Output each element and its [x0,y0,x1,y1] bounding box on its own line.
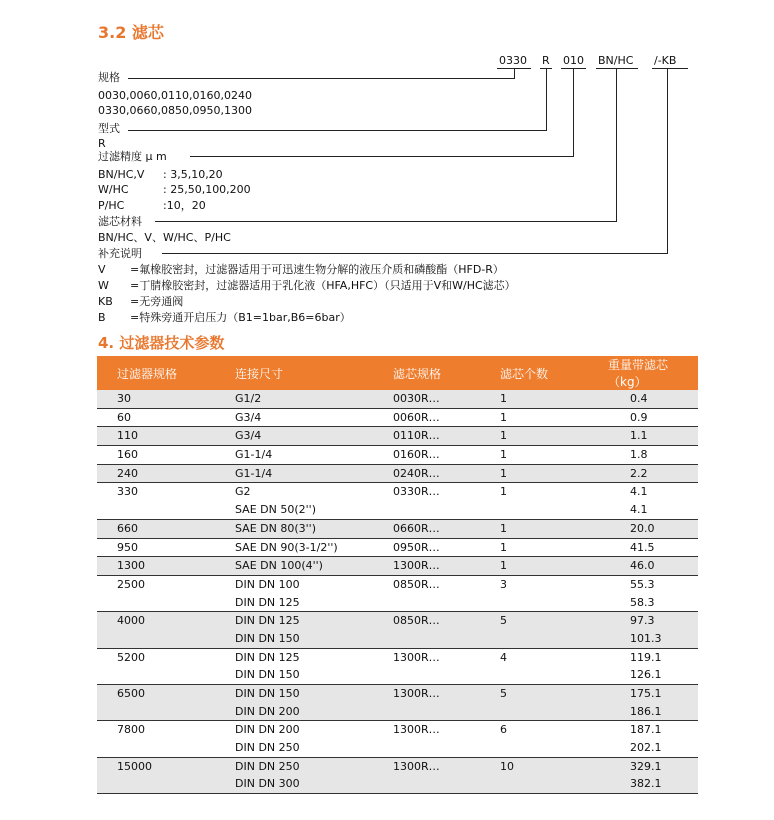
cell-element-count: 1 [500,557,608,576]
cell-connection: DIN DN 125 [235,650,300,664]
cell-element-count [500,666,608,684]
cell-element-spec: 0060R… [393,408,500,427]
table-row [97,519,698,538]
cell-connection: DIN DN 125 [235,614,300,628]
cell-filter-size [97,594,235,612]
cell-filter-size: 660 [97,519,235,538]
cell-element-spec: 1300R… [393,650,440,664]
table-row [97,501,698,519]
table-body [97,390,698,794]
connector [190,156,574,157]
table-row [97,594,698,612]
connector [128,130,547,131]
precision-value: : 3,5,10,20 [163,168,223,181]
supplement-key: V [98,263,106,276]
cell-weight: 202.1 [608,739,698,757]
cell-connection: SAE DN 90(3-1/2'') [235,538,393,557]
cell-filter-size: 240 [97,464,235,483]
cell-connection: G3/4 [235,427,393,446]
table-row [97,666,698,684]
cell-filter-size: 1300 [97,557,235,576]
cell-weight: 329.1 [630,759,662,773]
cell-element-count: 1 [500,427,608,446]
header-connection: 连接尺寸 [235,356,393,390]
cell-weight: 0.4 [608,390,698,408]
table-row [97,685,698,703]
type-label: 型式 [98,122,120,135]
cell-weight: 55.3 [630,577,655,591]
supplement-value: =特殊旁通开启压力（B1=1bar,B6=6bar） [130,311,351,324]
table-row [97,427,698,446]
table-header-row [97,356,698,390]
cell-weight: 187.1 [630,723,662,737]
cell-element-count [500,501,608,519]
cell-connection: DIN DN 300 [235,775,393,793]
precision-key: P/HC [98,199,125,212]
table-row [97,630,698,648]
cell-weight: 175.1 [630,687,662,700]
precision-value: :10，20 [163,199,206,212]
table-row [97,739,698,757]
cell-element-count: 1 [500,408,608,427]
precision-value: : 25,50,100,200 [163,183,251,196]
cell-weight: 126.1 [608,666,698,684]
cell-filter-size [97,666,235,684]
table-row [97,703,698,721]
cell-weight: 1.8 [608,446,698,465]
code-underline [652,68,688,69]
cell-connection: G1/2 [235,390,393,408]
cell-element-count: 3 [500,577,507,591]
cell-element-spec: 0160R… [393,446,500,465]
code-underline [596,68,638,69]
cell-weight: 41.5 [608,538,698,557]
cell-element-spec: 0240R… [393,464,500,483]
spec-values: 0330,0660,0850,0950,1300 [98,104,252,117]
cell-weight: 2.2 [608,464,698,483]
cell-element-spec: 0950R… [393,538,500,557]
cell-element-count: 1 [500,464,608,483]
cell-connection: DIN DN 200 [235,703,393,721]
cell-weight: 58.3 [608,594,698,612]
header-weight: 重量带滤芯（kg） [608,356,698,390]
cell-element-spec: 0110R… [393,427,500,446]
cell-element-spec [393,594,500,612]
cell-connection: DIN DN 250 [235,759,300,773]
cell-element-spec: 0850R… [393,614,440,628]
table-row [97,612,698,630]
cell-weight: 4.1 [630,485,648,499]
cell-element-count [500,594,608,612]
cell-element-spec [393,739,500,757]
supplement-key: KB [98,295,113,308]
cell-connection: DIN DN 150 [235,666,393,684]
supplement-key: W [98,279,109,292]
cell-element-count [500,739,608,757]
cell-element-spec [393,501,500,519]
cell-connection: DIN DN 125 [235,594,393,612]
supplement-value: =无旁通阀 [130,295,184,308]
cell-filter-size: 2500 [117,577,145,591]
cell-weight: 4.1 [608,501,698,519]
cell-weight: 1.1 [608,427,698,446]
cell-connection: SAE DN 80(3'') [235,519,393,538]
spec-values: 0030,0060,0110,0160,0240 [98,89,252,102]
cell-filter-size [97,775,235,793]
cell-weight: 186.1 [608,703,698,721]
precision-key: W/HC [98,183,129,196]
cell-filter-size: 30 [97,390,235,408]
table-row [97,390,698,408]
cell-connection: G1-1/4 [235,464,393,483]
code-material: BN/HC [598,54,634,67]
cell-weight: 20.0 [608,519,698,538]
cell-filter-size: 15000 [117,759,152,773]
material-label: 滤芯材料 [98,215,142,228]
table-row [97,538,698,557]
cell-connection: DIN DN 100 [235,577,300,591]
cell-filter-size: 110 [97,427,235,446]
cell-element-spec [393,666,500,684]
cell-element-spec: 1300R… [393,723,440,737]
cell-element-count: 10 [500,759,514,773]
code-precision: 010 [563,54,584,67]
cell-element-spec: 1300R… [393,557,500,576]
connector [616,69,617,222]
spec-label: 规格 [98,71,120,84]
cell-filter-size [97,630,235,648]
cell-element-count: 1 [500,390,608,408]
cell-filter-size: 60 [97,408,235,427]
cell-element-spec: 0030R… [393,390,500,408]
cell-element-count [500,630,608,648]
supplement-key: B [98,311,106,324]
table-row [97,757,698,775]
table-row [97,575,698,593]
connector [667,69,668,254]
cell-weight: 382.1 [608,775,698,793]
cell-element-count: 6 [500,723,507,737]
table-row [97,775,698,793]
cell-element-count: 1 [500,538,608,557]
cell-weight: 97.3 [630,614,655,628]
connector [162,253,668,254]
precision-key: BN/HC,V [98,168,145,181]
code-supplement: /-KB [654,54,677,67]
header-filter-size: 过滤器规格 [97,356,235,390]
material-value: BN/HC、V、W/HC、P/HC [98,231,231,244]
cell-weight: 101.3 [608,630,698,648]
precision-label: 过滤精度 μ m [98,150,167,163]
code-size: 0330 [499,54,527,67]
cell-element-spec: 1300R… [393,759,440,773]
cell-element-spec: 0660R… [393,519,500,538]
supplement-value: =氟橡胶密封，过滤器适用于可迅速生物分解的液压介质和磷酸酯（HFD-R） [130,263,504,276]
table-row [97,648,698,666]
cell-connection: DIN DN 150 [235,630,393,648]
table-row [97,408,698,427]
table-row [97,483,698,501]
cell-element-count: 1 [500,485,507,499]
cell-filter-size: 160 [97,446,235,465]
cell-connection: G2 [235,485,251,499]
cell-element-count: 5 [500,687,507,700]
cell-filter-size: 330 [117,485,138,499]
section-heading-4: 4. 过滤器技术参数 [98,334,225,352]
cell-connection: G1-1/4 [235,446,393,465]
cell-element-spec [393,630,500,648]
cell-connection: SAE DN 100(4'') [235,557,393,576]
cell-weight: 46.0 [608,557,698,576]
cell-connection: DIN DN 200 [235,723,300,737]
cell-element-spec [393,703,500,721]
connector [546,69,547,131]
header-element-count: 滤芯个数 [500,356,608,390]
type-value: R [98,137,106,150]
cell-element-count [500,775,608,793]
cell-element-count: 4 [500,650,507,664]
section-heading-3-2: 3.2 滤芯 [98,23,164,42]
cell-element-spec: 0330R… [393,485,440,499]
cell-weight: 119.1 [630,650,662,664]
cell-filter-size: 6500 [117,687,145,700]
cell-filter-size [97,703,235,721]
cell-connection: SAE DN 50(2'') [235,501,393,519]
cell-element-spec: 1300R… [393,687,440,700]
cell-filter-size: 5200 [117,650,145,664]
cell-filter-size: 950 [97,538,235,557]
supplement-value: =丁腈橡胶密封，过滤器适用于乳化液（HFA,HFC）（只适用于V和W/HC滤芯） [130,279,516,292]
cell-connection: DIN DN 150 [235,687,300,700]
connector [155,221,617,222]
cell-filter-size [97,501,235,519]
cell-connection: G3/4 [235,408,393,427]
connector [573,69,574,157]
table-row [97,721,698,739]
cell-element-spec: 0850R… [393,577,440,591]
cell-element-count: 1 [500,446,608,465]
code-type: R [542,54,550,67]
cell-filter-size [97,739,235,757]
tech-params-table [97,356,698,794]
table-row [97,446,698,465]
table-row [97,557,698,576]
cell-element-count: 5 [500,614,507,628]
cell-element-spec [393,775,500,793]
cell-element-count [500,703,608,721]
cell-weight: 0.9 [608,408,698,427]
supplement-label: 补充说明 [98,247,142,260]
cell-filter-size: 4000 [117,614,145,628]
header-element-spec: 滤芯规格 [393,356,500,390]
cell-filter-size: 7800 [117,723,145,737]
table-row [97,464,698,483]
connector [128,78,515,79]
cell-element-count: 1 [500,519,608,538]
cell-connection: DIN DN 250 [235,739,393,757]
